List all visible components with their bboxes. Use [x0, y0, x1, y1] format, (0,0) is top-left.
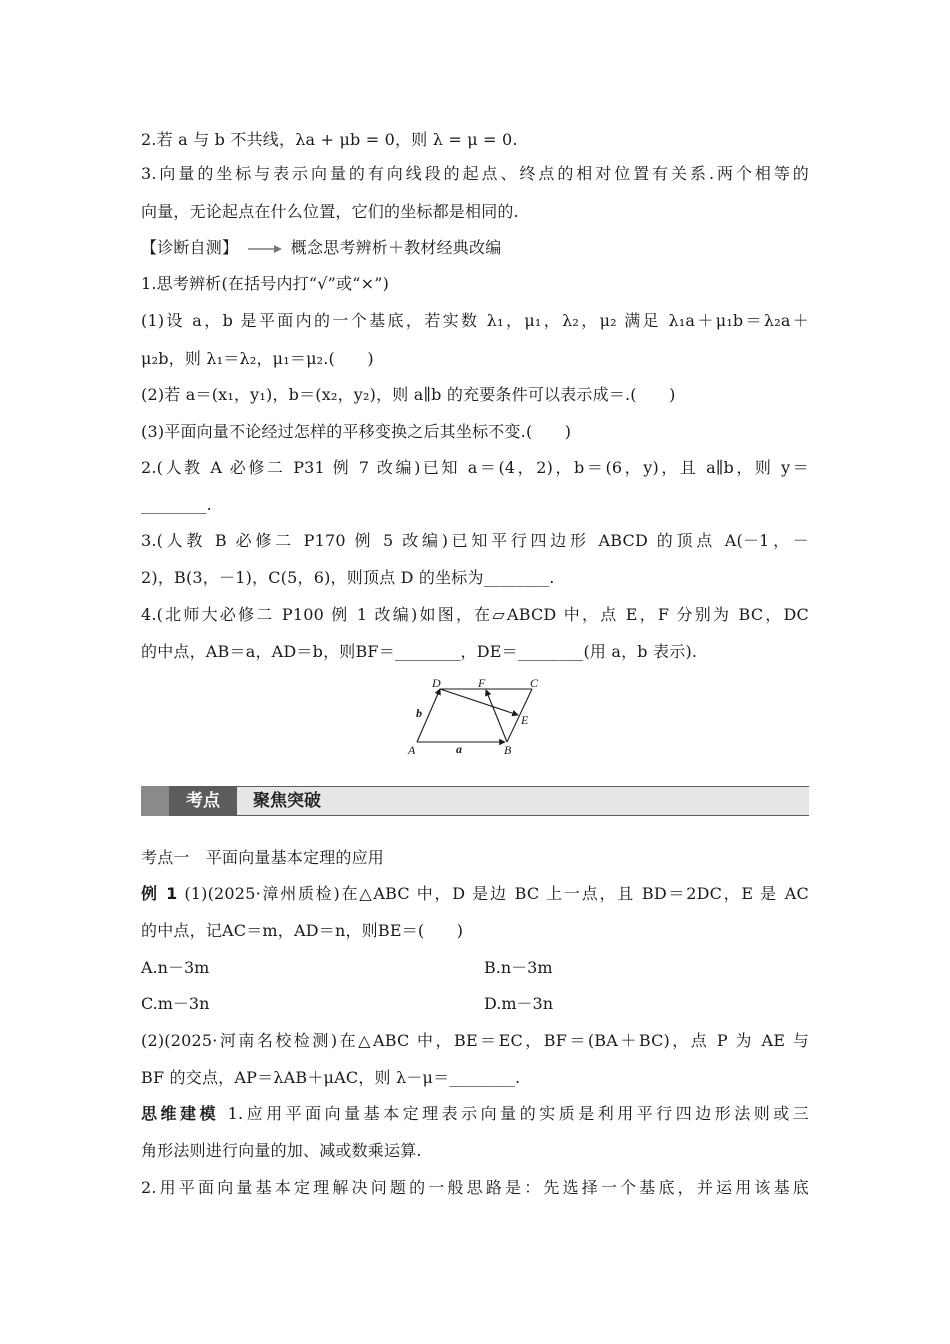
label-e-point: E [521, 713, 529, 727]
q1-item1-line2: μ₂b，则 λ₁＝λ₂，μ₁＝μ₂.( ) [141, 349, 374, 368]
q3-line1: 3.(人教 B 必修二 P170 例 5 改编)已知平行四边形 ABCD 的顶点 A(－1，－ [141, 531, 809, 550]
arrow-icon [248, 244, 282, 254]
section-tab: 考点 [169, 786, 237, 816]
label-a-point: A [408, 743, 416, 757]
label-vector-a: a [456, 742, 462, 756]
example-label: 例 1 [141, 884, 178, 903]
diagnosis-subtitle: 概念思考辨析＋教材经典改编 [290, 238, 502, 257]
diagnosis-heading [141, 236, 809, 260]
vector-de [440, 689, 518, 715]
label-vector-b: b [416, 706, 422, 720]
q4-line2: 的中点，AB＝a，AD＝b，则BF＝________，DE＝________(用 a，b 表示). [141, 642, 698, 661]
option-a: A.n－3m [141, 958, 210, 977]
label-d-point: D [432, 676, 441, 690]
option-d: D.m－3n [484, 994, 554, 1013]
option-c: C.m－3n [141, 994, 210, 1013]
q2-line2: ________. [141, 495, 212, 514]
section-banner [141, 786, 809, 816]
vector-bf [486, 690, 507, 742]
thinking-label: 思维建模 [141, 1104, 220, 1123]
example1-part2-line1: (2)(2025·河南名校检测)在△ABC 中，BE＝EC，BF＝(BA＋BC)，点 P 为 AE 与 [141, 1031, 809, 1050]
q1-item3: (3)平面向量不论经过怎样的平移变换之后其坐标不变.( ) [141, 422, 572, 441]
parallelogram-figure [400, 672, 550, 760]
intro-line-2: 3.向量的坐标与表示向量的有向线段的起点、终点的相对位置有关系.两个相等的 [141, 164, 809, 183]
intro-line-1: 2.若 a 与 b 不共线，λa + μb = 0，则 λ = μ = 0. [141, 130, 518, 149]
q1-title: 1.思考辨析(在括号内打“√”或“×”) [141, 274, 390, 293]
thinking-line1 [141, 1102, 809, 1126]
q1-item1-line1: (1)设 a，b 是平面内的一个基底，若实数 λ₁，μ₁，λ₂，μ₂ 满足 λ₁a＋μ₁b＝λ₂a＋ [141, 311, 809, 330]
intro-line-3: 向量，无论起点在什么位置，它们的坐标都是相同的. [141, 202, 519, 221]
label-b-point: B [504, 743, 512, 757]
diagnosis-tag: 【诊断自测】 [141, 238, 239, 257]
example1-part2-line2: BF 的交点，AP＝λAB＋μAC，则 λ－μ＝________. [141, 1068, 521, 1087]
label-f-point: F [478, 676, 486, 690]
thinking-line3: 2.用平面向量基本定理解决问题的一般思路是：先选择一个基底，并运用该基底 [141, 1178, 809, 1197]
section-title: 聚焦突破 [253, 791, 321, 811]
q4-line1: 4.(北师大必修二 P100 例 1 改编)如图，在▱ABCD 中，点 E，F 分别为 BC，DC [141, 605, 809, 624]
example1-line2: 的中点，记AC＝m，AD＝n，则BE＝( ) [141, 921, 464, 940]
section-banner-accent [141, 786, 169, 816]
example1-line1 [141, 882, 809, 906]
q3-line2: 2)，B(3，－1)，C(5，6)，则顶点 D 的坐标为________. [141, 568, 555, 587]
q2-line1: 2.(人教 A 必修二 P31 例 7 改编)已知 a＝(4，2)，b＝(6，y)，且 a∥b，则 y＝ [141, 458, 809, 477]
example1-part1-text: (1)(2025·漳州质检)在△ABC 中，D 是边 BC 上一点，且 BD＝2DC，E 是 AC [184, 884, 810, 903]
option-b: B.n－3m [484, 958, 553, 977]
label-c-point: C [530, 676, 539, 690]
topic-heading: 考点一 平面向量基本定理的应用 [141, 848, 385, 867]
q1-item2: (2)若 a＝(x₁，y₁)，b＝(x₂，y₂)，则 a∥b 的充要条件可以表示成＝.( ) [141, 385, 676, 404]
thinking-text-1: 1.应用平面向量基本定理表示向量的实质是利用平行四边形法则或三 [227, 1104, 809, 1123]
thinking-line2: 角形法则进行向量的加、减或数乘运算. [141, 1141, 422, 1160]
